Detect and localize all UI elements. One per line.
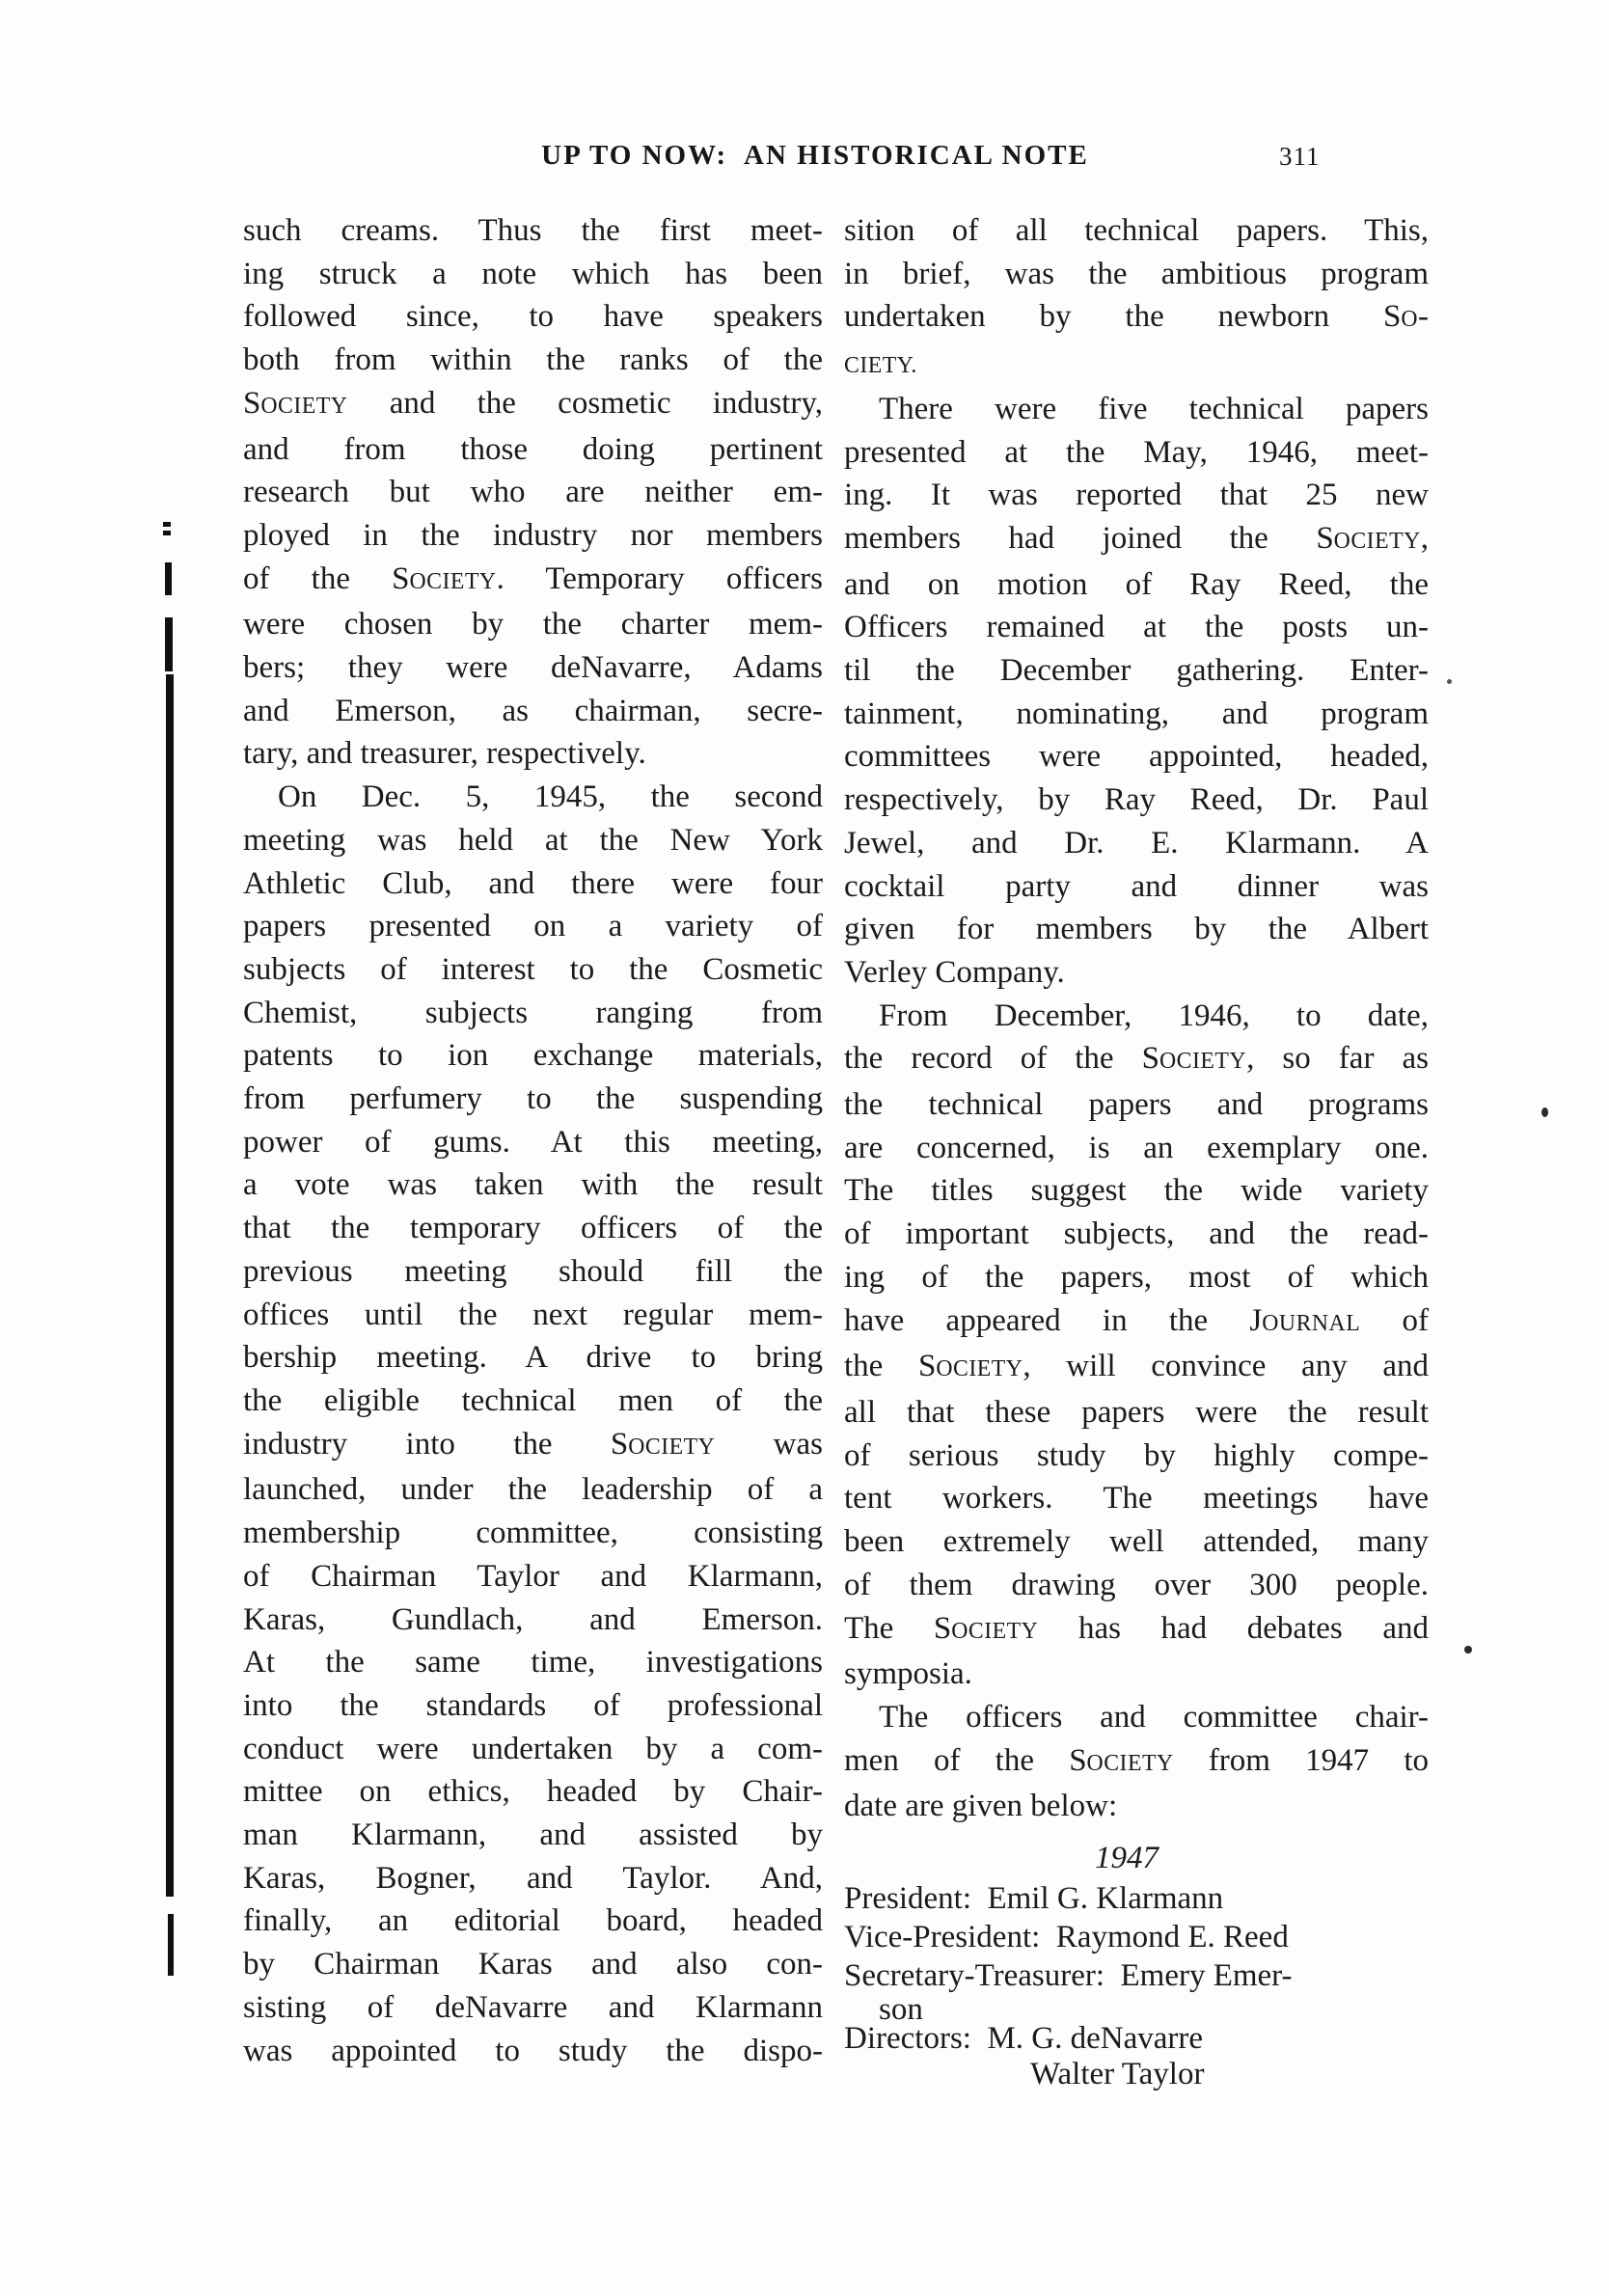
text-line: symposia. <box>844 1656 972 1692</box>
text-line: membership committee, consisting <box>243 1516 823 1551</box>
text-line: respectively, by Ray Reed, Dr. Paul <box>844 782 1429 818</box>
text-line: Chemist, subjects ranging from <box>243 995 823 1030</box>
text-line: in brief, was the ambitious program <box>844 256 1429 291</box>
text-line: industry into the SOCIETY was <box>243 1426 824 1462</box>
text-line: til the December gathering. Enter- <box>844 653 1429 689</box>
small-caps-word: OCIETY <box>628 1434 716 1460</box>
text-line: previous meeting should fill the <box>243 1253 823 1289</box>
text-line: Athletic Club, and there were four <box>243 865 823 901</box>
text-line: bers; they were deNavarre, Adams <box>243 650 823 686</box>
small-caps-word: OCIETY <box>409 568 497 594</box>
text-line: the technical papers and programs <box>844 1087 1429 1123</box>
scan-artifact-margin-dash <box>163 522 171 527</box>
text-line: been extremely well attended, many <box>844 1524 1429 1560</box>
small-caps-word: OCIETY <box>260 393 348 419</box>
text-line: launched, under the leadership of a <box>243 1472 823 1508</box>
small-caps-word: OCIETY <box>1086 1750 1174 1776</box>
text-line: such creams. Thus the first meet- <box>243 213 823 248</box>
text-line: have appeared in the JOURNAL of <box>844 1302 1429 1338</box>
text-line: followed since, to have speakers <box>243 299 823 335</box>
text-line: sisting of deNavarre and Klarmann <box>243 1989 823 2025</box>
officer-line: Directors: M. G. deNavarre <box>844 2021 1204 2057</box>
text-line: tary, and treasurer, respectively. <box>243 736 646 772</box>
text-line: from perfumery to the suspending <box>243 1081 823 1117</box>
left-text-column <box>243 209 823 2072</box>
text-line: Karas, Gundlach, and Emerson. <box>243 1601 823 1637</box>
text-line: date are given below: <box>844 1789 1118 1824</box>
text-line: The titles suggest the wide variety <box>844 1173 1429 1209</box>
text-line: the record of the SOCIETY, so far as <box>844 1041 1429 1077</box>
text-line: The SOCIETY has had debates and <box>844 1610 1429 1646</box>
text-line: ployed in the industry nor members <box>243 517 823 553</box>
officer-line: President: Emil G. Klarmann <box>844 1881 1224 1917</box>
text-line: men of the SOCIETY from 1947 to <box>844 1742 1429 1778</box>
text-line: and from those doing pertinent <box>243 431 823 467</box>
scan-artifact-margin-bar <box>168 1914 174 1976</box>
text-line: Jewel, and Dr. E. Klarmann. A <box>844 825 1429 861</box>
text-line: were chosen by the charter mem- <box>243 607 823 642</box>
text-line: meeting was held at the New York <box>243 822 823 858</box>
page-number: 311 <box>1279 142 1321 171</box>
text-line: Officers remained at the posts un- <box>844 610 1429 645</box>
text-line: subjects of interest to the Cosmetic <box>243 951 823 987</box>
text-line: of Chairman Taylor and Klarmann, <box>243 1558 823 1594</box>
text-line: presented at the May, 1946, meet- <box>844 434 1429 470</box>
text-line: On Dec. 5, 1945, the second <box>278 779 823 815</box>
text-line: are concerned, is an exemplary one. <box>844 1130 1429 1165</box>
scan-artifact-margin-bar <box>165 617 173 671</box>
text-line: undertaken by the newborn SO- <box>844 299 1429 335</box>
text-line: of them drawing over 300 people. <box>844 1567 1429 1602</box>
scan-artifact-speck <box>1447 679 1452 684</box>
text-line: The officers and committee chair- <box>879 1699 1429 1735</box>
text-line: power of gums. At this meeting, <box>243 1124 823 1160</box>
officer-line: Walter Taylor <box>1030 2057 1205 2092</box>
text-line: of serious study by highly compe- <box>844 1437 1429 1473</box>
small-caps-word: OCIETY <box>951 1618 1039 1644</box>
small-caps-word: OCIETY <box>1159 1049 1247 1075</box>
text-line: conduct were undertaken by a com- <box>243 1731 823 1766</box>
text-line: that the temporary officers of the <box>243 1211 823 1246</box>
text-line: From December, 1946, to date, <box>879 998 1429 1033</box>
small-caps-word: O <box>1401 307 1418 333</box>
text-line: and Emerson, as chairman, secre- <box>243 693 823 728</box>
text-line: was appointed to study the dispo- <box>243 2033 823 2068</box>
text-line: sition of all technical papers. This, <box>844 213 1429 248</box>
text-line: Verley Company. <box>844 954 1065 990</box>
text-line: finally, an editorial board, headed <box>243 1903 823 1939</box>
text-line <box>844 342 1429 388</box>
text-line: man Klarmann, and assisted by <box>243 1818 823 1853</box>
small-caps-word: OCIETY <box>936 1356 1023 1382</box>
scan-artifact-margin-dash <box>163 531 171 535</box>
text-line: given for members by the Albert <box>844 912 1429 947</box>
text-line: the eligible technical men of the <box>243 1382 823 1418</box>
scan-artifact-speck <box>1541 1107 1548 1117</box>
text-line: tent workers. The meetings have <box>844 1481 1429 1517</box>
text-line: all that these papers were the result <box>844 1394 1429 1430</box>
officer-line: son <box>879 1992 923 2028</box>
scan-artifact-margin-line <box>166 674 174 1897</box>
year-heading: 1947 <box>1095 1841 1159 1876</box>
text-line: SOCIETY and the cosmetic industry, <box>243 385 823 421</box>
right-text-column <box>844 209 1429 2096</box>
text-line: members had joined the SOCIETY, <box>844 520 1429 556</box>
text-line: ing. It was reported that 25 new <box>844 478 1429 513</box>
text-line: and on motion of Ray Reed, the <box>844 566 1429 602</box>
text-line: research but who are neither em- <box>243 475 823 510</box>
text-line: bership meeting. A drive to bring <box>243 1340 823 1376</box>
text-line: of the SOCIETY. Temporary officers <box>243 560 823 596</box>
small-caps-word: OCIETY <box>1333 528 1421 554</box>
text-line: mittee on ethics, headed by Chair- <box>243 1774 823 1810</box>
text-line: ing struck a note which has been <box>243 256 823 291</box>
scan-artifact-speck <box>1464 1646 1472 1654</box>
text-line: tainment, nominating, and program <box>844 696 1429 731</box>
text-line: cocktail party and dinner was <box>844 868 1429 904</box>
text-line: the SOCIETY, will convince any and <box>844 1349 1429 1384</box>
text-line: ing of the papers, most of which <box>844 1259 1429 1295</box>
text-line: At the same time, investigations <box>243 1645 823 1681</box>
text-line: by Chairman Karas and also con- <box>243 1947 823 1982</box>
small-caps-word: CIETY. <box>844 353 917 379</box>
text-line: a vote was taken with the result <box>243 1167 823 1203</box>
text-line: Karas, Bogner, and Taylor. And, <box>243 1860 823 1896</box>
text-line: committees were appointed, headed, <box>844 739 1429 775</box>
text-line: offices until the next regular mem- <box>243 1297 823 1332</box>
scan-artifact-margin-bar <box>165 562 172 595</box>
text-line: patents to ion exchange materials, <box>243 1038 823 1074</box>
text-line: papers presented on a variety of <box>243 909 823 944</box>
officer-line: Secretary-Treasurer: Emery Emer- <box>844 1958 1293 1994</box>
text-line: There were five technical papers <box>879 391 1429 426</box>
running-header-title: UP TO NOW: AN HISTORICAL NOTE <box>541 140 1089 171</box>
text-line: both from within the ranks of the <box>243 342 823 378</box>
text-line: of important subjects, and the read- <box>844 1216 1429 1252</box>
officer-line: Vice-President: Raymond E. Reed <box>844 1920 1289 1955</box>
text-line: into the standards of professional <box>243 1687 823 1723</box>
small-caps-word: OURNAL <box>1262 1310 1361 1336</box>
